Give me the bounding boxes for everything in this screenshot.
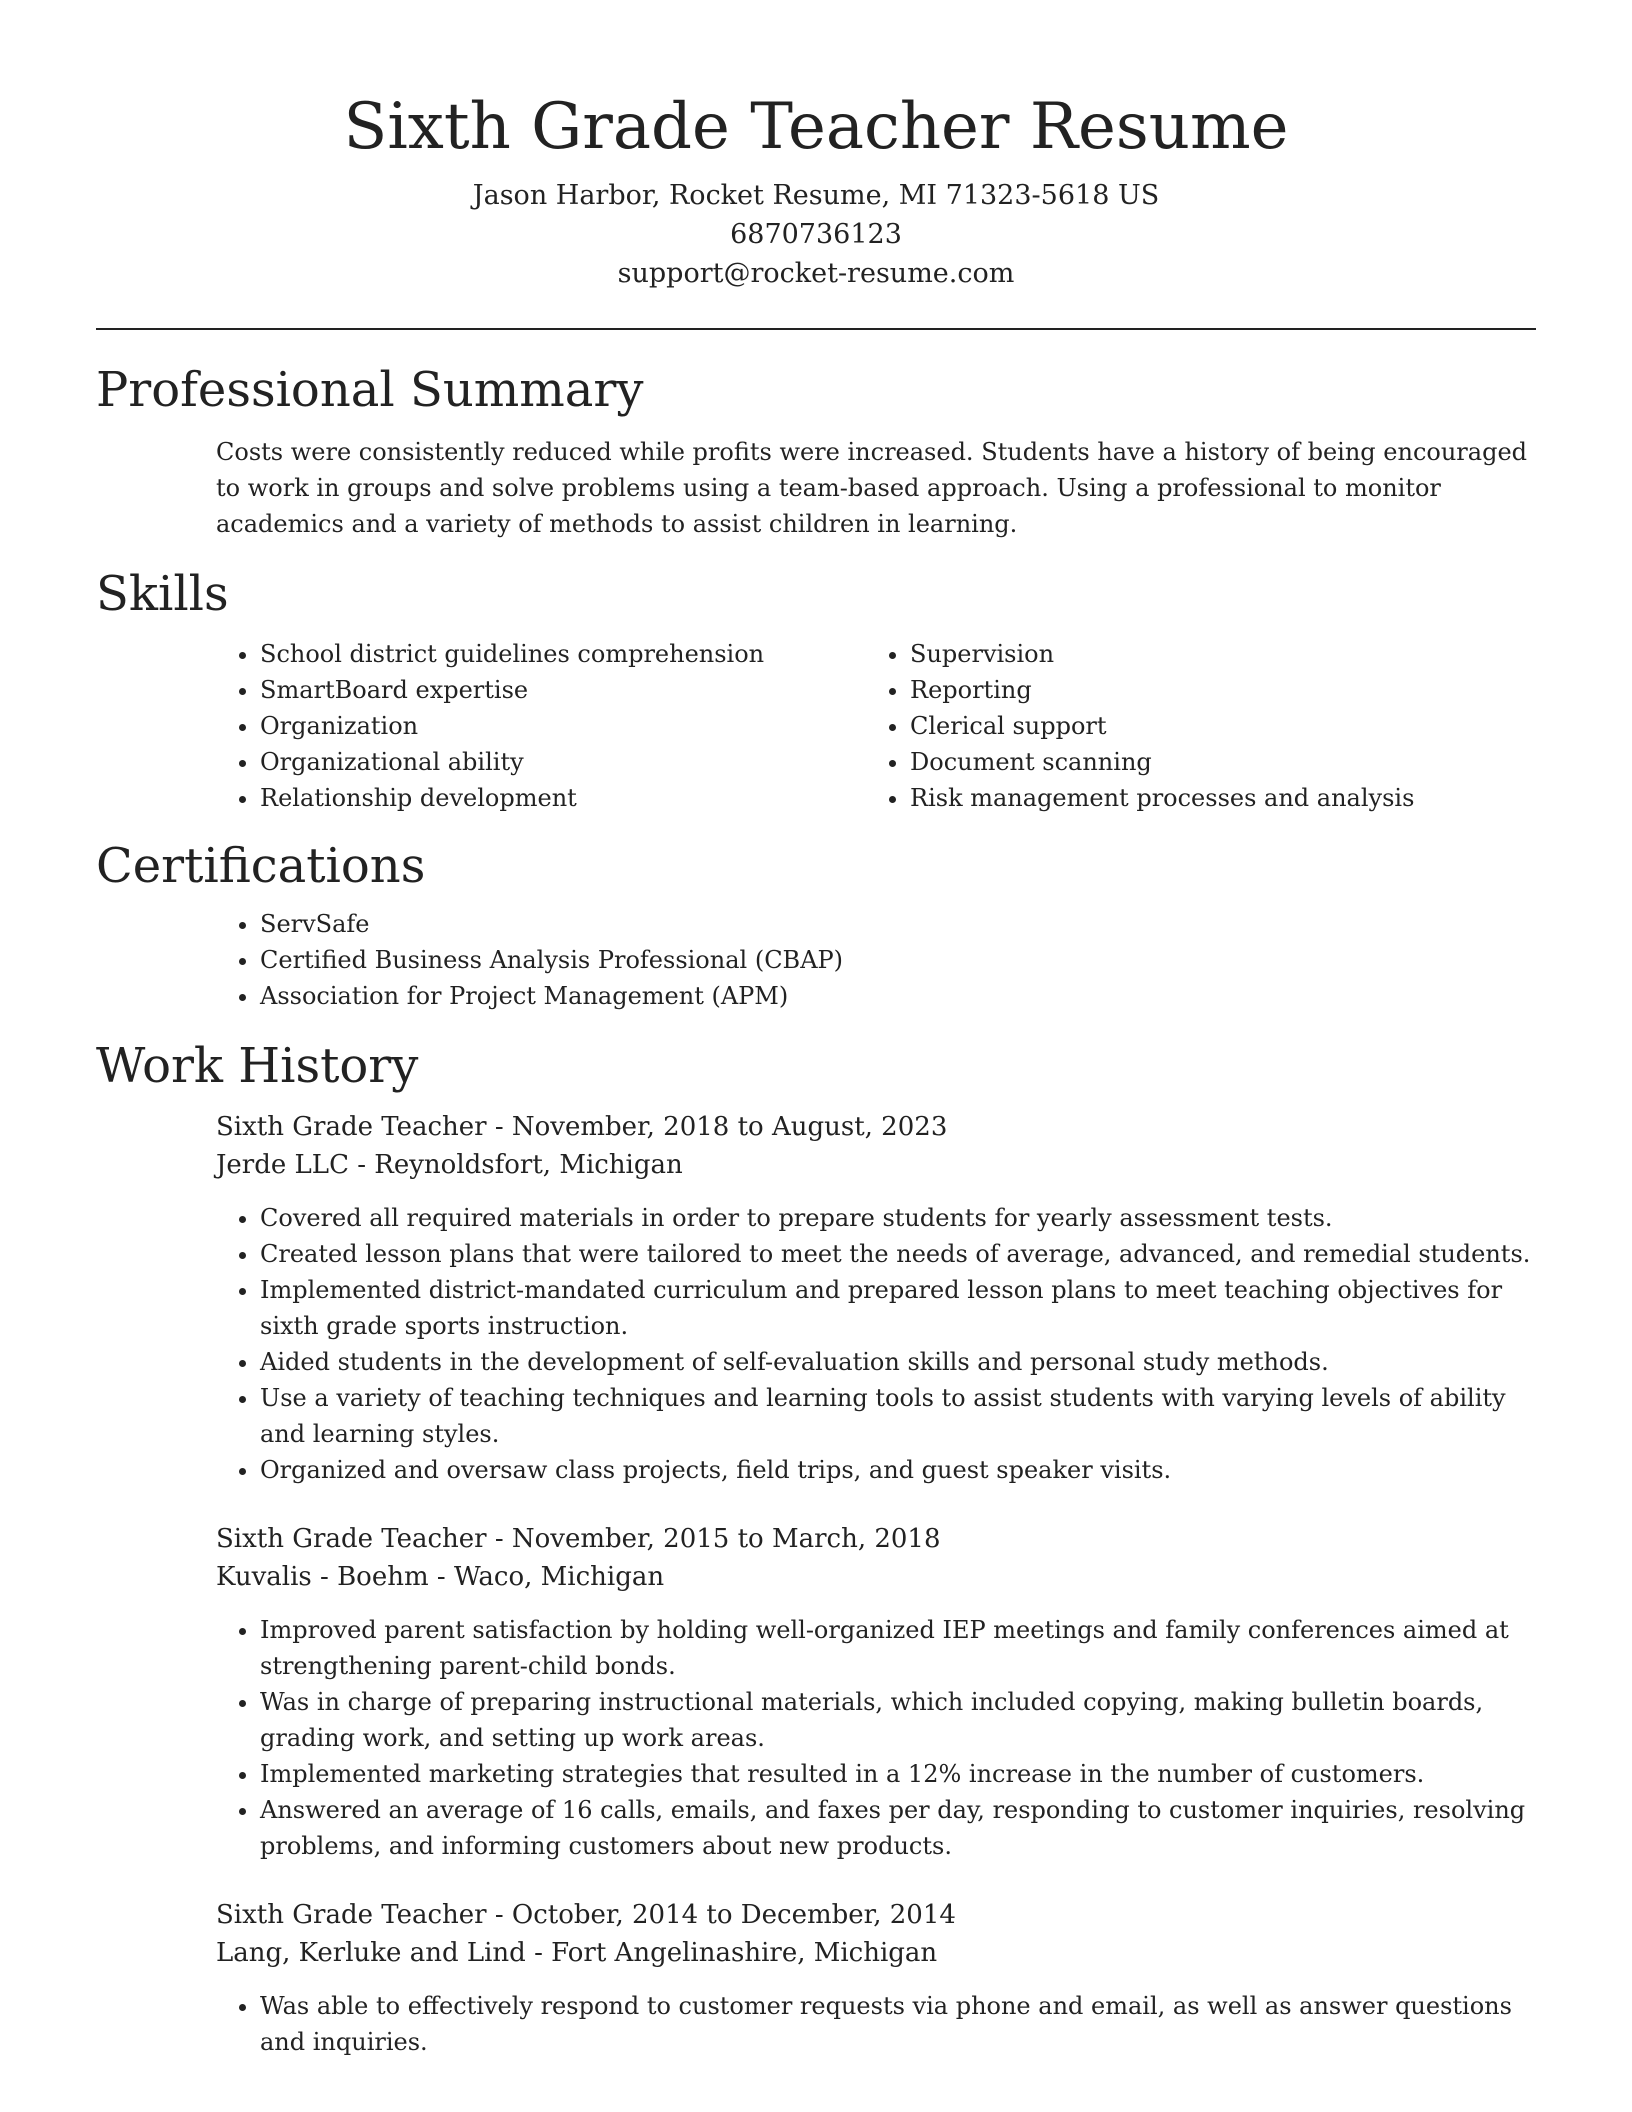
- job-bullet: • Was in charge of preparing instructional materials, which included copying, making bulletin boards, grading work, and setting up work areas.: [260, 1684, 1536, 1756]
- job-bullet: • Created lesson plans that were tailored to meet the needs of average, advanced, and remedial students.: [260, 1236, 1536, 1272]
- skills-section: [96, 564, 1536, 816]
- job-title: Sixth Grade Teacher: [216, 1900, 487, 1930]
- job-location: - Reynoldsfort, Michigan: [348, 1150, 683, 1180]
- job-title: Sixth Grade Teacher: [216, 1112, 487, 1142]
- contact-phone: 6870736123: [730, 219, 902, 250]
- skills-list-right: [886, 636, 1536, 816]
- job-company: Jerde LLC: [216, 1150, 349, 1180]
- skills-list-left: [96, 636, 886, 816]
- skill-item: • Clerical support: [910, 708, 1536, 744]
- skill-item: • Organization: [260, 708, 886, 744]
- skills-columns: [96, 636, 1536, 816]
- job-location: - Waco, Michigan: [428, 1562, 665, 1592]
- job-company-line: [216, 1558, 1536, 1596]
- job-title-line: [216, 1896, 1536, 1934]
- job-company-line: [216, 1146, 1536, 1184]
- job-company: Kuvalis - Boehm: [216, 1562, 429, 1592]
- certifications-list: [96, 906, 1536, 1014]
- summary-heading: Professional Summary: [96, 362, 644, 418]
- work-section: [96, 1036, 1536, 2060]
- work-heading: Work History: [96, 1038, 419, 1094]
- job-title-line: [216, 1108, 1536, 1146]
- job-title: Sixth Grade Teacher: [216, 1524, 487, 1554]
- job-dates: - November, 2015 to March, 2018: [486, 1524, 941, 1554]
- job-bullet: • Improved parent satisfaction by holding well-organized IEP meetings and family conferences aimed at strengthening parent-child bonds.: [260, 1612, 1536, 1684]
- certification-item: • Certified Business Analysis Professional (CBAP): [260, 942, 1536, 978]
- skill-item: • Organizational ability: [260, 744, 886, 780]
- contact-email: support@rocket-resume.com: [617, 258, 1015, 289]
- job-dates: - November, 2018 to August, 2023: [486, 1112, 948, 1142]
- contact-address: Jason Harbor, Rocket Resume, MI 71323-5618 US: [472, 180, 1160, 211]
- skill-item: • Relationship development: [260, 780, 886, 816]
- skill-item: • Document scanning: [910, 744, 1536, 780]
- skill-item: • Reporting: [910, 672, 1536, 708]
- job-bullet: • Use a variety of teaching techniques and learning tools to assist students with varying levels of ability and learning styles.: [260, 1380, 1536, 1452]
- job-dates: - October, 2014 to December, 2014: [486, 1900, 956, 1930]
- job-company-line: [216, 1934, 1536, 1972]
- job-bullet: • Answered an average of 16 calls, emails, and faxes per day, responding to customer inquiries, resolving problems, and informing customers about new products.: [260, 1792, 1536, 1864]
- job-company: Lang, Kerluke and Lind: [216, 1938, 526, 1968]
- job-bullet: • Organized and oversaw class projects, field trips, and guest speaker visits.: [260, 1452, 1536, 1488]
- certifications-section: [96, 836, 1536, 1014]
- resume-header: [96, 0, 1536, 293]
- job-entry: [96, 1896, 1536, 2060]
- skill-item: • SmartBoard expertise: [260, 672, 886, 708]
- resume-title: Sixth Grade Teacher Resume: [343, 90, 1289, 164]
- certifications-heading: Certifications: [96, 838, 426, 894]
- job-location: - Fort Angelinashire, Michigan: [525, 1938, 938, 1968]
- header-divider: [96, 328, 1536, 330]
- job-bullet: • Covered all required materials in order to prepare students for yearly assessment tests.: [260, 1200, 1536, 1236]
- job-bullets: [96, 1988, 1536, 2060]
- skill-item: • Risk management processes and analysis: [910, 780, 1536, 816]
- job-entry: [96, 1108, 1536, 1488]
- job-entry: [96, 1520, 1536, 1864]
- job-bullets: [96, 1200, 1536, 1488]
- job-bullet: • Aided students in the development of self-evaluation skills and personal study methods.: [260, 1344, 1536, 1380]
- certification-item: • ServSafe: [260, 906, 1536, 942]
- certification-item: • Association for Project Management (APM): [260, 978, 1536, 1014]
- job-title-line: [216, 1520, 1536, 1558]
- summary-text: Costs were consistently reduced while profits were increased. Students have a history of being encouraged to work in groups and solve problems using a team-based approach. Using a professional to monitor academics and a variety of methods to assist children in learning.: [216, 438, 1528, 538]
- job-bullet: • Implemented marketing strategies that resulted in a 12% increase in the number of customers.: [260, 1756, 1536, 1792]
- summary-section: [96, 360, 1536, 542]
- job-bullet: • Was able to effectively respond to customer requests via phone and email, as well as answer questions and inquiries.: [260, 1988, 1536, 2060]
- skills-heading: Skills: [96, 566, 229, 622]
- contact-block: [96, 176, 1536, 293]
- skill-item: • School district guidelines comprehension: [260, 636, 886, 672]
- skill-item: • Supervision: [910, 636, 1536, 672]
- job-bullets: [96, 1612, 1536, 1864]
- job-bullet: • Implemented district-mandated curriculum and prepared lesson plans to meet teaching objectives for sixth grade sports instruction.: [260, 1272, 1536, 1344]
